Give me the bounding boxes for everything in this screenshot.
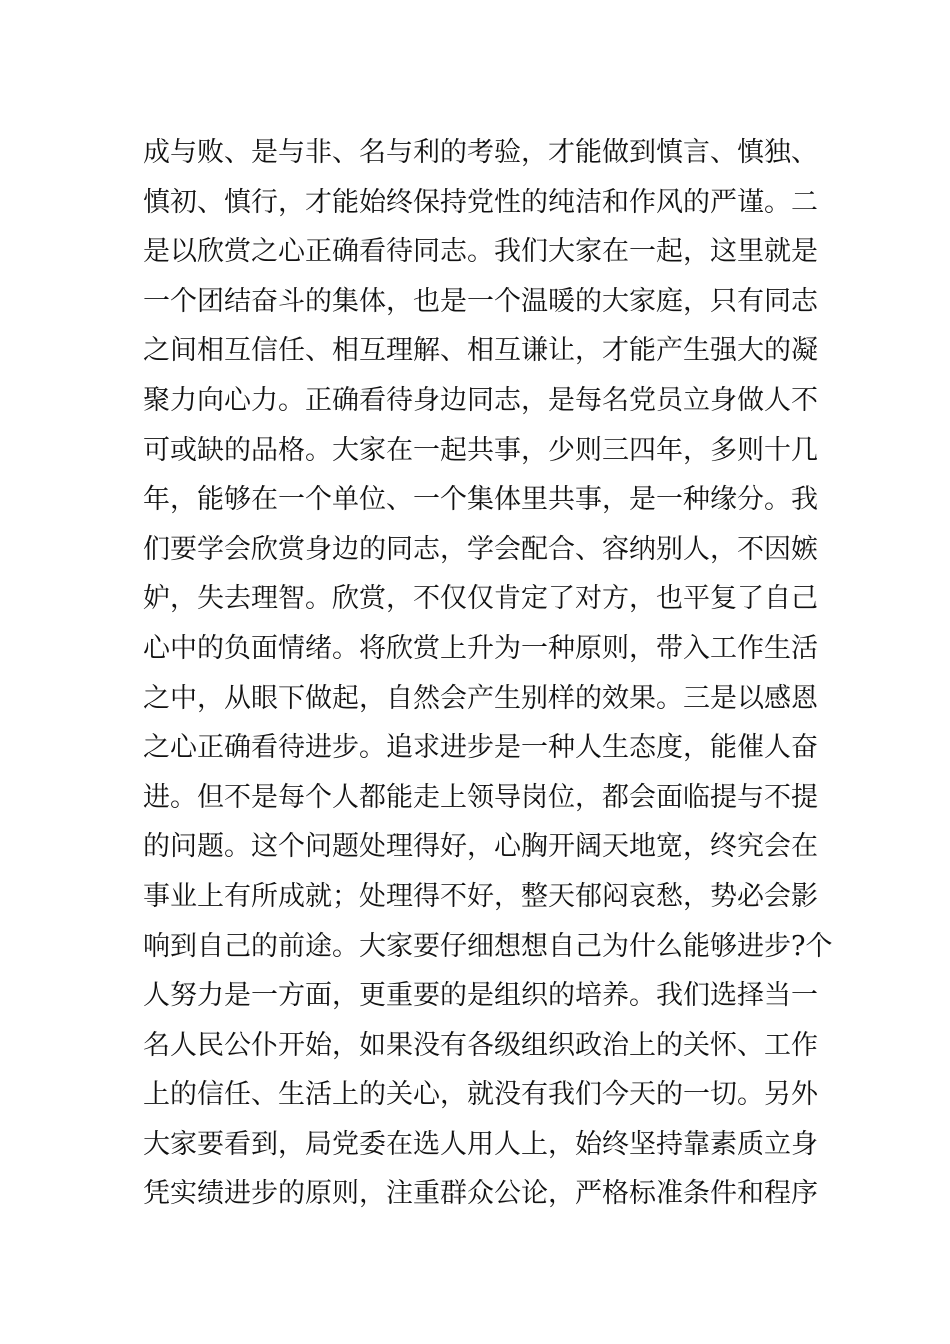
text-line-1: 成与败、是与非、名与利的考验，才能做到慎言、慎独、: [143, 137, 818, 168]
text-line-7: 可或缺的品格。大家在一起共事，少则三四年，多则十几: [143, 434, 818, 466]
text-line-9: 们要学会欣赏身边的同志，学会配合、容纳别人，不因嫉: [143, 533, 818, 565]
text-line-5: 之间相互信任、相互理解、相互谦让，才能产生强大的凝: [143, 335, 818, 367]
text-line-3: 是以欣赏之心正确看待同志。我们大家在一起，这里就是: [143, 236, 818, 268]
text-line-8: 年，能够在一个单位、一个集体里共事，是一种缘分。我: [143, 484, 818, 516]
text-line-14: 进。但不是每个人都能走上领导岗位，都会面临提与不提: [143, 781, 818, 813]
text-line-16: 事业上有所成就；处理得不好，整天郁闷哀愁，势必会影: [143, 880, 818, 912]
text-line-11: 心中的负面情绪。将欣赏上升为一种原则，带入工作生活: [143, 632, 818, 664]
text-line-4: 一个团结奋斗的集体，也是一个温暖的大家庭，只有同志: [143, 285, 818, 317]
text-line-19: 名人民公仆开始，如果没有各级组织政治上的关怀、工作: [143, 1029, 818, 1061]
text-line-17: 响到自己的前途。大家要仔细想想自己为什么能够进步?个: [143, 930, 833, 962]
text-line-6: 聚力向心力。正确看待身边同志，是每名党员立身做人不: [143, 384, 818, 416]
body-text: [143, 128, 833, 1219]
text-line-22: 凭实绩进步的原则，注重群众公论，严格标准条件和程序: [143, 1178, 818, 1210]
text-line-10: 妒，失去理智。欣赏，不仅仅肯定了对方，也平复了自己: [143, 583, 818, 615]
text-line-13: 之心正确看待进步。追求进步是一种人生态度，能催人奋: [143, 732, 818, 764]
text-line-2: 慎初、慎行，才能始终保持党性的纯洁和作风的严谨。二: [143, 186, 818, 218]
text-line-15: 的问题。这个问题处理得好，心胸开阔天地宽，终究会在: [143, 831, 818, 863]
text-line-21: 大家要看到，局党委在选人用人上，始终坚持靠素质立身: [143, 1128, 818, 1160]
text-line-12: 之中，从眼下做起，自然会产生别样的效果。三是以感恩: [143, 682, 818, 714]
text-line-18: 人努力是一方面，更重要的是组织的培养。我们选择当一: [143, 980, 818, 1012]
text-line-20: 上的信任、生活上的关心，就没有我们今天的一切。另外: [143, 1079, 818, 1111]
